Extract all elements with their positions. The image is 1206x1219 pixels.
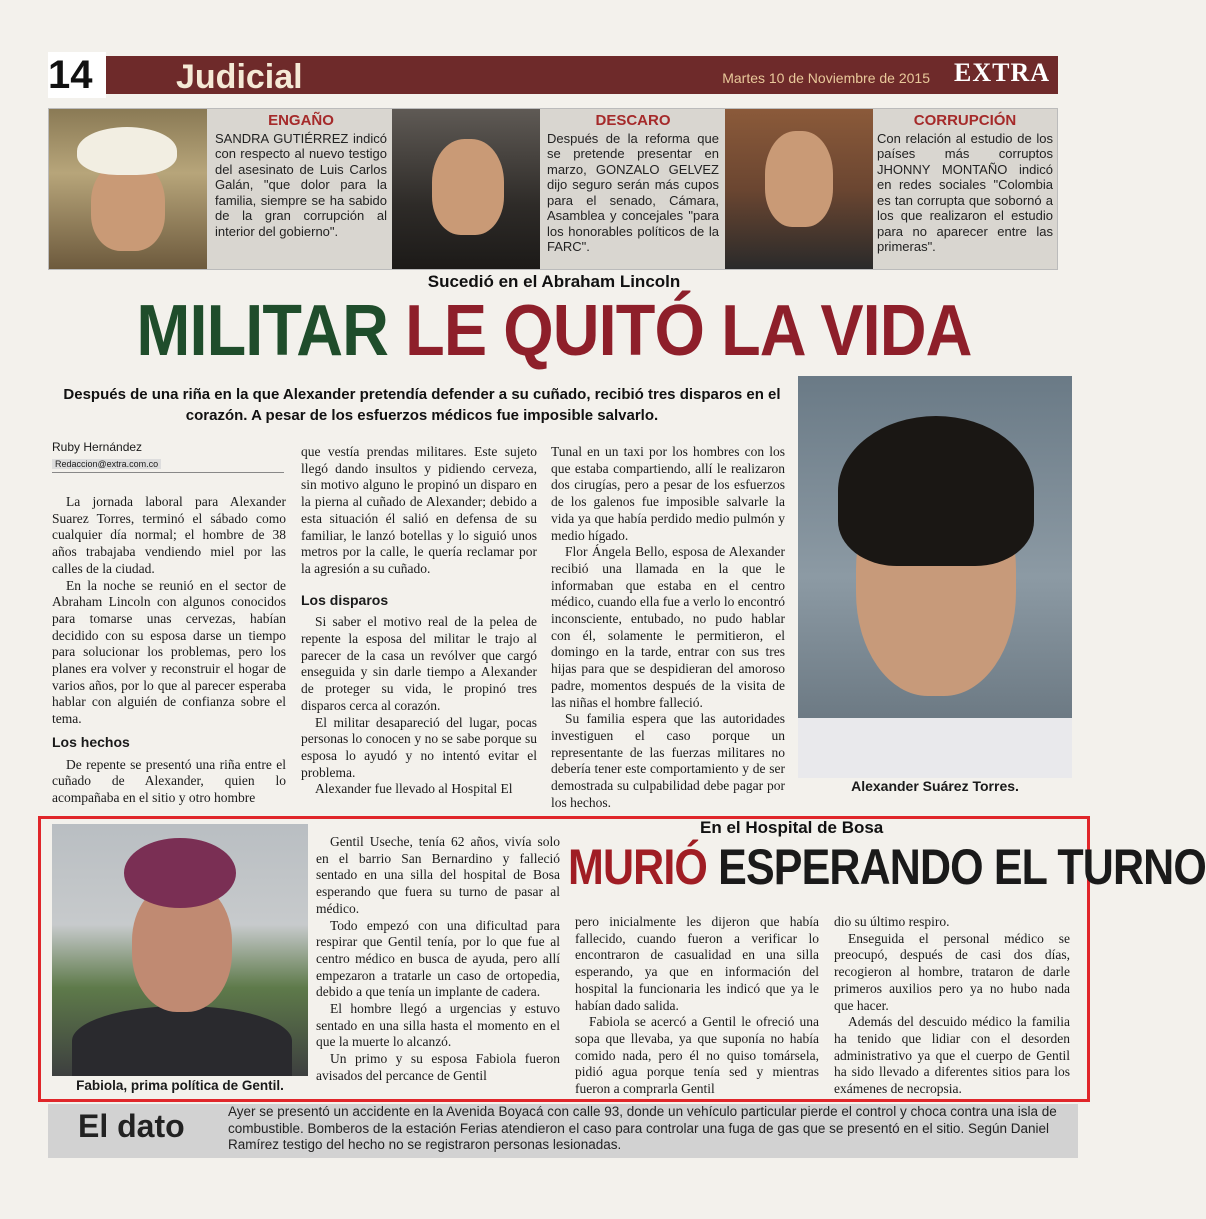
paragraph: Todo empezó con una dificultad para respirar que Gentil tenía, por lo que fue al centro médico en busca de ayuda, pero allí empezaron a tratarle un caso de ortopedia, debido a que tenía un implante de cadera.	[316, 917, 560, 1000]
strip-kicker: CORRUPCIÓN	[913, 112, 1017, 129]
newspaper-logo: EXTRA	[953, 58, 1050, 87]
paragraph: Un primo y su esposa Fabiola fueron avisados del percance de Gentil	[316, 1051, 560, 1083]
strip-text: SANDRA GUTIÉRREZ indicó con respecto al nuevo testigo del asesinato de Luis Carlos Galán, "que dolor para la familia, siempre se ha sabido de la gran corrupción al interior del gobierno".	[215, 130, 387, 239]
main-deck: Después de una riña en la que Alexander pretendía defender a su cuñado, recibió tres disparos en el corazón. A pesar de los esfuerzos médicos fue imposible salvarlo.	[63, 386, 781, 424]
strip-text: Con relación al estudio de los países más corruptos JHONNY MONTAÑO indicó en redes sociales "Colombia es tan corrupta que sobornó a los que realizaron el estudio para no aparecer entre las primeras".	[877, 130, 1053, 254]
paragraph: Fabiola se acercó a Gentil le ofreció una sopa que llevaba, ya que suponía no había comido nada, pero él no quiso tomársela, pidió agua porque tenía sed y mientras fueron a comprarla Gentil	[575, 1014, 819, 1097]
page-header	[48, 52, 1058, 98]
main-column-1	[52, 494, 286, 807]
headline-part2: LE QUITÓ LA VIDA	[405, 291, 972, 371]
second-column-3	[834, 914, 1070, 1098]
paragraph: Enseguida el personal médico se preocupó, después de casi dos días, recogieron al hombre, trataron de darle primeros auxilios pero ya no hubo nada que hacer.	[834, 930, 1070, 1013]
headline-part2: ESPERANDO EL TURNO	[718, 839, 1206, 895]
hair-shape	[124, 838, 236, 908]
hair-shape	[838, 416, 1034, 566]
strip-kicker: ENGAÑO	[268, 112, 334, 129]
second-column-2	[575, 914, 819, 1098]
main-headline	[55, 290, 1052, 372]
subhead: Los hechos	[52, 733, 130, 750]
victim-portrait	[798, 376, 1072, 778]
portrait-caption: Alexander Suárez Torres.	[851, 778, 1019, 794]
main-column-3	[551, 444, 785, 811]
issue-date: Martes 10 de Noviembre de 2015	[722, 70, 930, 86]
section-bar	[106, 56, 1058, 94]
byline-name: Ruby Hernández	[52, 440, 143, 454]
coat-shape	[72, 1006, 292, 1076]
main-kicker: Sucedió en el Abraham Lincoln	[427, 272, 681, 291]
strip-photo-man	[392, 109, 540, 269]
headline-part1: MILITAR	[136, 291, 389, 371]
paragraph: Alexander fue llevado al Hospital El	[315, 781, 513, 797]
hat-shape	[77, 127, 177, 175]
strip-photo-woman	[49, 109, 207, 269]
paragraph: Si saber el motivo real de la pelea de repente la esposa del militar le trajo al parecer de la casa un revólver que cargó enseguida y sin darle tiempo a Alexander de proteger su vida, le propinó tres disparos cerca al corazón.	[301, 614, 537, 713]
shirt-shape	[798, 718, 1072, 778]
strip-text: Después de la reforma que se pretende presentar en marzo, GONZALO GELVEZ dijo seguro serán más cupos para el senado, Cámara, Asamblea y concejales "para los honorables políticos de la FARC".	[547, 130, 719, 254]
strip-kicker: DESCARO	[595, 112, 671, 129]
main-column-2	[301, 444, 537, 798]
second-column-1	[316, 834, 560, 1085]
section-title: Judicial	[176, 58, 303, 96]
paragraph: Tunal en un taxi por los hombres con los que estaba compartiendo, allí le realizaron dos cirugías, pero a pesar de los esfuerzos de los galenos fue imposible salvarle la vida ya que había perdido medio pulmón y medio hígado.	[551, 444, 785, 543]
fabiola-photo	[52, 824, 308, 1076]
byline	[52, 440, 284, 473]
el-dato-box	[48, 1104, 1078, 1158]
paragraph: El hombre llegó a urgencias y estuvo sentado en una silla hasta el momento en el que la muerte lo alcanzó.	[316, 1001, 560, 1050]
paragraph: Gentil Useche, tenía 62 años, vivía solo en el barrio San Bernardino y falleció sentado en una silla del hospital de Bosa esperando que fuera su turno de pasar al médico.	[316, 834, 560, 916]
strip-item-corrupcion	[877, 113, 1053, 255]
second-kicker: En el Hospital de Bosa	[700, 818, 884, 837]
paragraph: Flor Ángela Bello, esposa de Alexander recibió una llamada en la que le informaban que estaba en el centro médico, cuando ella fue a verlo lo encontró inconsciente, entubado, no pudo hablar con él, solamente le permitieron, el domingo en la tarde, entrar con sus tres hijas para que se despidieran del amoroso padre, momentos después de la visita de las niñas el hombre falleció.	[551, 544, 785, 710]
byline-email: Redaccion@extra.com.co	[52, 459, 161, 469]
face-shape	[765, 131, 833, 227]
paragraph: El militar desapareció del lugar, pocas personas lo conocen y no se sabe porque su esposa lo ayudó y no intentó evitar el problema.	[301, 714, 537, 780]
paragraph: Su familia espera que las autoridades investiguen el caso porque un representante de las fuerzas militares no debería tener este comportamiento y de ser demostrada su culpabilidad debe pagar por los hechos.	[551, 711, 785, 810]
strip-photo-young-man	[725, 109, 873, 269]
second-headline	[568, 838, 1206, 896]
paragraph: que vestía prendas militares. Este sujeto llegó dando insultos y pidiendo cerveza, sin motivo alguno le propinó un disparo en la pierna al cuñado de Alexander; debido a esta situación él salió en defensa de su familiar, le lanzó botellas y lo siguió unos metros por la calle, le quería reclamar por la agresión a su cuñado.	[301, 444, 537, 576]
fabiola-caption: Fabiola, prima política de Gentil.	[76, 1078, 284, 1093]
paragraph: La jornada laboral para Alexander Suarez Torres, terminó el sábado como cualquier día normal; el hombre de 38 años trabajaba vendiendo miel por las calles de la ciudad.	[52, 494, 286, 576]
paragraph: dio su último respiro.	[834, 914, 950, 929]
top-strip	[48, 108, 1058, 270]
page-number: 14	[48, 52, 106, 98]
el-dato-label: El dato	[78, 1108, 185, 1144]
strip-item-engano	[215, 113, 387, 239]
headline-part1: MURIÓ	[568, 839, 708, 895]
paragraph: Además del descuido médico la familia ha tenido que lidiar con el desorden administrativo ya que el cuerpo de Gentil ha sido llevado a diferentes sitios para los exámenes de necropsia.	[834, 1014, 1070, 1097]
paragraph: En la noche se reunió en el sector de Abraham Lincoln con algunos conocidos para tomarse unas cervezas, habían decidido con su esposa darse un tiempo para solucionar los problemas, pero los planes era volver y reconstruir el hogar de varios años, por lo que al parecer esperaba hablar con alguién de confianza sobre el tema.	[52, 577, 286, 727]
subhead: Los disparos	[301, 591, 389, 608]
el-dato-text: Ayer se presentó un accidente en la Avenida Boyacá con calle 93, donde un vehículo particular pierde el control y choca contra una isla de combustible. Bomberos de la estación Ferias atendieron el caso para controlar una fuga de gas que se presentó en el sitio. Según Daniel Ramírez testigo del hecho no se registraron personas lesionadas.	[228, 1104, 1057, 1152]
face-shape	[432, 139, 504, 235]
paragraph: pero inicialmente les dijeron que había fallecido, cuando fueron a verificar lo encontraron de casualidad en una silla esperando, ya que en información del hospital la funcionaria les indicó que ya le habían dado salida.	[575, 914, 819, 1013]
strip-item-descaro	[547, 113, 719, 255]
paragraph: De repente se presentó una riña entre el cuñado de Alexander, quien lo acompañaba en el sitio y otro hombre	[52, 756, 286, 805]
